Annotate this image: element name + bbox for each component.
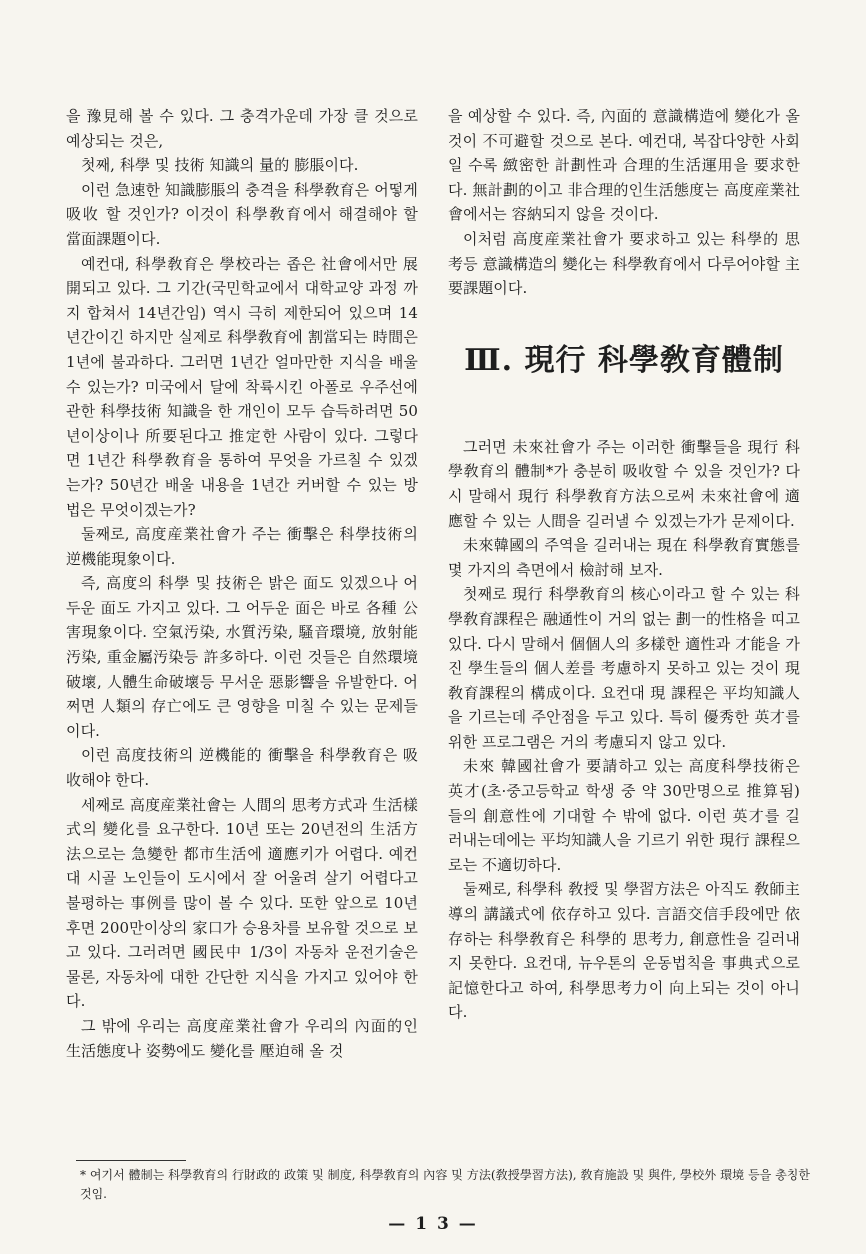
paragraph: 첫째로 現行 科學敎育의 核心이라고 할 수 있는 科學敎育課程은 融通性이 거의 없는 劃一的性格을 띠고 있다. 다시 말해서 個個人의 多樣한 適性과 才能을 가진 學生들의 個人差를 考慮하지 못하고 있는 것이 現 敎育課程의 構成이다. 요컨대 現 課程은 平均知識人을 기르는데 주안점을 두고 있다. 특히 優秀한 英才를 위한 프로그램은 거의 考慮되지 않고 있다. (448, 585, 800, 751)
paragraph: 그러면 未來社會가 주는 이러한 衝擊들을 現行 科學敎育의 體制*가 충분히 吸收할 수 있을 것인가? 다시 말해서 現行 科學敎育方法으로써 未來社會에 適應할 수 있는 人間을 길러낼 수 있겠는가가 문제이다. (448, 437, 800, 530)
paragraph: 예컨대, 科學敎育은 學校라는 좁은 社會에서만 展開되고 있다. 그 기간(국민학교에서 대학교양 과정 까지 합쳐서 14년간임) 역시 극히 제한되어 있으며 14년간이긴 하지만 실제로 科學敎育에 割當되는 時間은 1년에 불과하다. 그러면 1년간 얼마만한 지식을 배울 수 있는가? 미국에서 달에 착륙시킨 아폴로 우주선에 관한 科學技術 知識을 한 개인이 모두 습득하려면 50년이상이나 所要된다고 推定한 사람이 있다. 그렇다면 1년간 科學敎育을 통하여 무엇을 가르칠 수 있겠는가? 50년간 배울 내용을 1년간 커버할 수 있는 방법은 무엇이겠는가? (66, 254, 418, 519)
footnote-divider (76, 1160, 186, 1161)
paragraph: 이처럼 高度産業社會가 要求하고 있는 科學的 思考등 意識構造의 變化는 科學敎育에서 다루어야할 主要課題이다. (448, 229, 800, 298)
footnote: * 여기서 體制는 科學敎育의 行財政的 政策 및 制度, 科學敎育의 內容 및 方法(敎授學習方法), 敎育施設 및 與件, 學校外 環境 등을 총칭한 것임. (80, 1168, 810, 1201)
paragraph: 둘째로, 高度産業社會가 주는 衝擊은 科學技術의 逆機能現象이다. (66, 525, 418, 568)
paragraph: 을 예상할 수 있다. 즉, 內面的 意識構造에 變化가 올 것이 不可避할 것으로 본다. 예컨대, 복잡다양한 사회일 수록 緻密한 計劃性과 合理的生活運用을 要求한다. 無計劃的이고 非合理的인生活態度는 高度産業社會에서는 容納되지 않을 것이다. (448, 107, 800, 224)
paragraph: 이런 高度技術의 逆機能的 衝擊을 科學敎育은 吸收해야 한다. (66, 746, 418, 790)
paragraph: 未來 韓國社會가 要請하고 있는 高度科學技術은 英才(초·중고등학교 학생 중 약 30만명으로 推算됨)들의 創意性에 기대할 수 밖에 없다. 이런 英才를 길러내는데에는 平均知識人을 기르기 위한 現行 課程으로는 不適切하다. (448, 757, 800, 874)
section-heading: Ⅲ. 現行 科學敎育體制 (464, 342, 784, 378)
paragraph: 즉, 高度의 科學 및 技術은 밝은 面도 있겠으나 어두운 面도 가지고 있다. 그 어두운 面은 바로 各種 公害現象이다. 空氣汚染, 水質汚染, 騷音環境, 放射能汚染, 重金屬汚染등 許多하다. 이런 것들은 自然環境破壞, 人體生命破壞등 무서운 惡影響을 유발한다. 어쩌면 人類의 存亡에도 큰 영향을 미칠 수 있는 문제들이다. (66, 574, 418, 740)
paragraph: 첫째, 科學 및 技術 知識의 量的 膨脹이다. (81, 156, 359, 175)
left-column (66, 104, 418, 1063)
page-number: — 1 3 — (388, 1214, 478, 1234)
paragraph: 그 밖에 우리는 高度産業社會가 우리의 內面的인 生活態度나 姿勢에도 變化를 壓迫해 올 것 (66, 1016, 418, 1060)
paragraph: 세째로 高度産業社會는 人間의 思考方式과 生活樣式의 變化를 요구한다. 10년 또는 20년전의 生活方法으로는 急變한 都市生活에 適應키가 어렵다. 예컨대 시골 노인들이 도시에서 잘 어울려 살기 어렵다고 불평하는 事例를 많이 볼 수 있다. 또한 앞으로 10년 후면 200만이상의 家口가 승용차를 보유할 것으로 보고 있다. 그러려면 國民中 1/3이 자동차 운전기술은 물론, 자동차에 대한 간단한 지식을 가지고 있어야 한다. (66, 795, 418, 1011)
paragraph: 을 豫見해 볼 수 있다. 그 충격가운데 가장 클 것으로 예상되는 것은, (66, 107, 418, 150)
paragraph: 未來韓國의 주역을 길러내는 現在 科學敎育實態를 몇 가지의 측면에서 檢討해 보자. (448, 536, 800, 579)
paragraph: 둘째로, 科學科 敎授 및 學習方法은 아직도 敎師主導의 講議式에 依存하고 있다. 言語交信手段에만 依存하는 科學敎育은 科學的 思考力, 創意性을 길러내지 못한다. 요컨대, 뉴우톤의 운동법칙을 事典式으로 記憶한다고 하여, 科學思考力이 向上되는 것이 아니다. (448, 880, 800, 1022)
right-column (448, 104, 800, 1025)
paragraph: 이런 急速한 知識膨脹의 충격을 科學敎育은 어떻게 吸收 할 것인가? 이것이 科學敎育에서 해결해야 할 當面課題이다. (66, 180, 418, 248)
